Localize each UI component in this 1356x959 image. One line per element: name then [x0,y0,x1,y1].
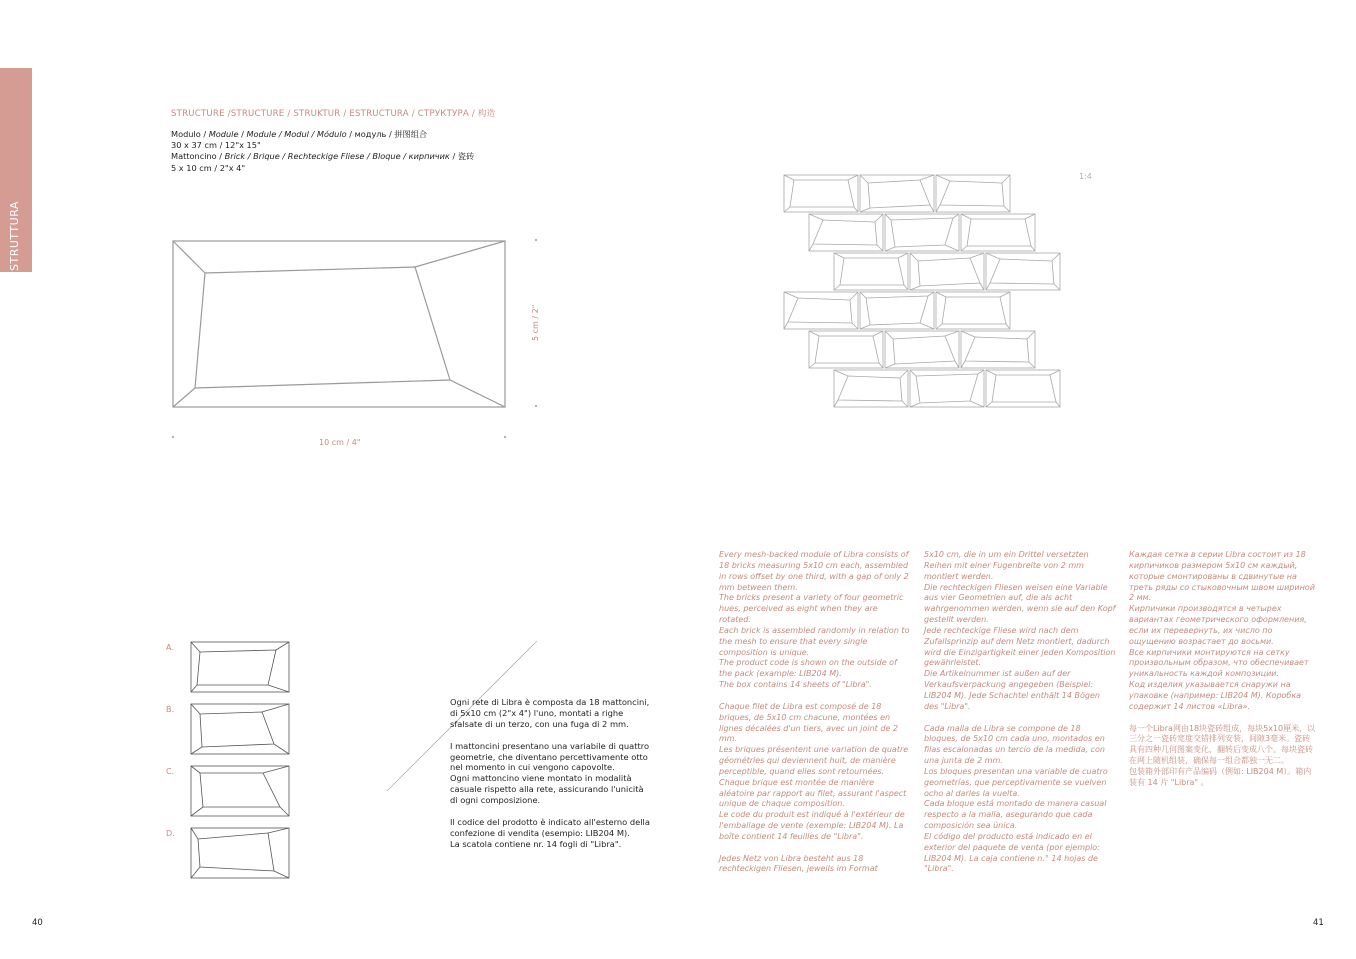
variant-brick-b [190,703,290,755]
text-line: Все кирпичики монтируются на сетку произвольным образом, что обеспечивает уникальность каждой композиции. [1129,647,1309,679]
text-column-en-fr-de [719,550,911,875]
page-number-right: 41 [1313,918,1324,928]
text-line: Every mesh-backed module of Libra consists of 18 bricks measuring 5x10 cm each, assembled in rows offset by one third, with a gap of only 2 mm between them. [719,550,909,592]
text-line: Cada bloque está montado de manera casual respecto a la malla, asegurando que cada composición sea única. [924,799,1107,831]
text-line: Chaque brique est montée de manière aléatoire par rapport au filet, assurant l'aspect unique de chaque composition. [719,777,907,809]
text-line: Le code du produit est indiqué à l'extérieur de l'emballage de vente (exemple: LIB204 M). La boîte contient 14 feuilles de "Libra". [719,810,905,841]
pattern-brick [885,331,959,368]
variant-brick-d [190,827,290,879]
variant-label-d: D. [166,829,175,838]
structure-heading: STRUCTURE /STRUCTURE / STRUKTUR / ESTRUCTURA / СТРУКТУРА / 构造 [171,109,496,119]
text-line: Каждая сетка в серии Libra состоит из 18 кирпичиков размером 5x10 см каждый, которые смонтированы в сдвинутые на треть ряды со стыковочным швом шириной 2 мм. [1129,550,1315,603]
pattern-brick [860,292,934,329]
variant-brick-c [190,765,290,817]
variant-brick-a [190,641,290,693]
pattern-brick [986,253,1060,290]
text-line: Los bloques presentan una variable de cuatro geometrías, que perceptivamente se vuelven ocho al darles la vuelta. [924,766,1108,798]
height-dimension: 5 cm / 2" [531,304,540,341]
text-line: The bricks present a variety of four geometric hues, perceived as eight when they are rotated. [719,593,904,625]
variant-label-c: C. [166,767,175,776]
dimension-dot [172,436,174,438]
text-line: 每一个Libra网由18块瓷砖组成，每块5x10厘米，以三分之一瓷砖宽度交错排列安装，间隙3毫米。瓷砖具有四种几何图案变化，翻转后变成八个。每块瓷砖在网上随机组装，确保每一组合都独一无二。 [1129,723,1316,766]
text-line: Код изделия указывается снаружи на упаковке (например: LIB204 M). Коробка содержит 14 листов «Libra». [1129,680,1302,711]
chinese-text [1129,724,1317,789]
brick-size: 5 x 10 cm / 2"x 4" [171,162,246,173]
text-line: Cada malla de Libra se compone de 18 bloques, de 5x10 cm cada uno, montados en filas escalonadas un tercio de la medida, con una junta de 2 mm. [924,723,1105,766]
paragraph: I mattoncini presentano una variabile di quattro geometrie, che diventano percettivamente otto nel momento in cui vengono capovolte. [450,740,650,773]
text-line: Jede rechteckige Fliese wird nach dem Zufallsprinzip auf dem Netz montiert, dadurch wird die Einzigartigkeit einer jeden Komposition gewährleistet. [924,625,1116,668]
brick-line: Mattoncino / Brick / Brique / Rechteckige Fliese / Bloque / кирпичик / 瓷砖 [171,151,475,162]
text-line: Les briques présentent une variation de quatre géométries qui deviennent huit, de manière perceptible, quand elles sont retournées. [719,745,909,776]
text-column-de-es [924,550,1116,875]
text-line: Each brick is assembled randomly in relation to the mesh to ensure that every single composition is unique. [719,625,910,657]
pattern-brick [809,214,883,251]
brick-pattern-module [780,172,1070,412]
module-specs [171,129,474,174]
paragraph: Il codice del prodotto è indicato all'esterno della confezione di vendita (esempio: LIB204 M). [450,816,650,838]
text-line: Chaque filet de Libra est composé de 18 briques, de 5x10 cm chacune, montées en lignes décalées d'un tiers, avec un joint de 2 mm. [719,701,898,744]
pattern-brick [834,253,908,290]
module-line: Modulo / Module / Module / Modul / Módulo / модуль / 拼图组合 [171,129,428,139]
text-column-ru-zh [1129,550,1317,789]
text-line: El código del producto está indicado en el exterior del paquete de venta (por ejemplo: LIB204 M). La caja contiene n.° 14 hojas de "Libra". [924,831,1100,874]
text-line: 5x10 cm, die in um ein Drittel versetzten Reihen mit einer Fugenbreite von 2 mm montiert werden. [924,550,1089,581]
pattern-brick [936,175,1010,212]
text-line [719,843,911,854]
dimension-dot [504,436,506,438]
russian-text [1129,550,1317,713]
module-size: 30 x 37 cm / 12"x 15" [171,140,261,151]
paragraph: La scatola contiene nr. 14 fogli di "Libra". [450,838,622,849]
pattern-brick [961,214,1035,251]
text-line [719,691,911,702]
pattern-brick [834,370,908,407]
variant-label-b: B. [166,705,175,714]
text-line: 包装箱外部印有产品编码（例如: LIB204 M）。箱内装有 14 片 "Libra" 。 [1129,766,1312,787]
pattern-brick [986,370,1060,407]
page-number-left: 40 [32,918,43,928]
text-line: Jedes Netz von Libra besteht aus 18 rechteckigen Fliesen, jeweils im Format [719,853,878,874]
section-tab-label: STRUTTURA [8,201,21,271]
text-line: Die rechteckigen Fliesen weisen eine Variable aus vier Geometrien auf, die als acht wahrgenommen werden, wenn sie auf den Kopf gestellt werden. [924,582,1116,625]
dimension-dot [535,405,537,407]
dimension-dot [535,239,537,241]
pattern-brick [910,370,984,407]
pattern-brick [910,253,984,290]
paragraph: Ogni mattoncino viene montato in modalità casuale rispetto alla rete, assicurando l'unicità di ogni composizione. [450,773,644,806]
paragraph: Ogni rete di Libra è composta da 18 mattoncini, di 5x10 cm (2"x 4") l'uno, montati a righe sfalsate di un terzo, con una fuga di 2 mm. [450,697,650,729]
section-tab [0,68,32,272]
text-line: The product code is shown on the outside of the pack (example: LIB204 M). [719,658,897,679]
text-line: Кирпичики производятся в четырех вариантах геометрического оформления, если их перевернуть, их число по ощущению возрастает до восьми. [1129,604,1307,646]
pattern-brick [961,331,1035,368]
text-line [924,713,1116,724]
variant-label-a: A. [166,643,174,652]
pattern-brick [885,214,959,251]
pattern-brick [936,292,1010,329]
brick-drawing-large [170,238,510,413]
text-line: Die Artikelnummer ist außen auf der Verkaufsverpackung angegeben (Beispiel: LIB204 M). Jede Schachtel enthält 14 Bögen des "Libra". [924,669,1100,711]
pattern-brick [809,331,883,368]
width-dimension: 10 cm / 4" [319,438,361,447]
pattern-brick [784,292,858,329]
pattern-brick [784,175,858,212]
scale-label: 1:4 [1079,172,1092,181]
italian-description [450,697,650,850]
text-line: The box contains 14 sheets of "Libra". [719,680,872,690]
pattern-brick [860,175,934,212]
